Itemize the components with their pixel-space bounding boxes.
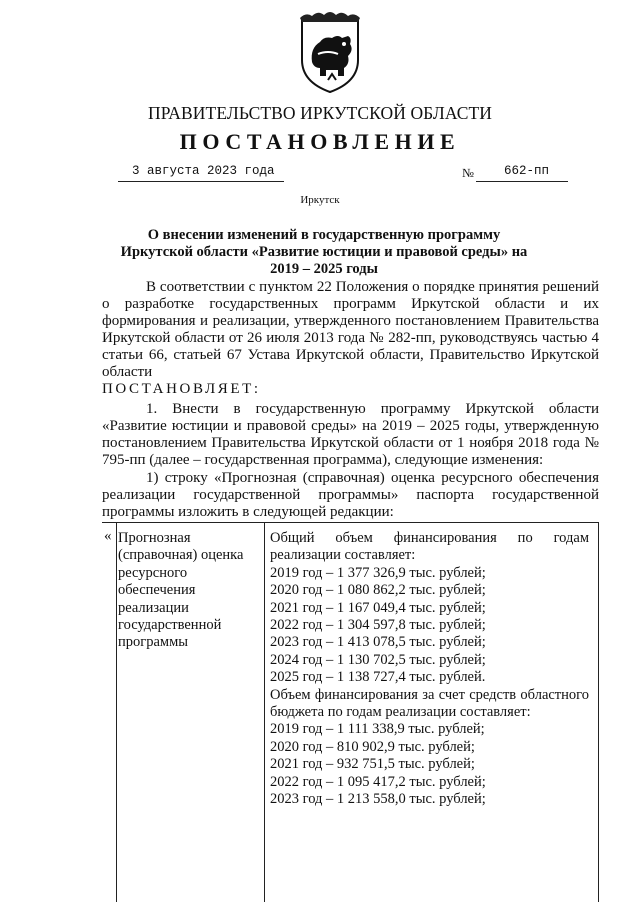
document-number: 662-пп <box>504 164 550 178</box>
government-title: ПРАВИТЕЛЬСТВО ИРКУТСКОЙ ОБЛАСТИ <box>147 103 493 123</box>
document-subject: О внесении изменений в государственную программу Иркутской области «Развитие юстиции и правовой среды» на 2019 – 2025 годы <box>120 227 528 277</box>
point-1-paragraph <box>102 401 599 469</box>
total-funding-line: 2023 год – 1 413 078,5 тыс. рублей; <box>270 634 486 651</box>
document-type: ПОСТАНОВЛЕНИЕ <box>179 129 461 154</box>
total-funding-intro: Общий объем финансирования по годам реализации составляет: <box>270 530 589 564</box>
preamble-text: В соответствии с пунктом 22 Положения о порядке принятия решений о разработке государственных программ Иркутской области и их формирования и реализации, утвержденного постановлением Правительства Иркутской области от 26 июля 2013 года № 282-пп, руководствуясь частью 4 статьи 66, статьей 67 Устава Иркутской области, Правительство Иркутской области <box>102 279 599 380</box>
subpoint-1-paragraph <box>102 470 599 521</box>
label-line: обеспечения <box>118 582 196 599</box>
label-line: (справочная) оценка <box>118 547 244 564</box>
decree-line <box>102 381 599 398</box>
subpoint-1-text: 1) строку «Прогнозная (справочная) оценка ресурсного обеспечения реализации государственной программы» паспорта государственной программы изложить в следующей редакции: <box>102 470 599 520</box>
table-right-border <box>598 522 599 902</box>
total-funding-line: 2019 год – 1 377 326,9 тыс. рублей; <box>270 564 486 581</box>
total-funding-line: 2020 год – 1 080 862,2 тыс. рублей; <box>270 582 486 599</box>
table-row-value <box>270 530 589 809</box>
regional-funding-line: 2021 год – 932 751,5 тыс. рублей; <box>270 756 475 773</box>
decree-text: ПОСТАНОВЛЯЕТ: <box>102 381 261 397</box>
total-funding-line: 2025 год – 1 138 727,4 тыс. рублей. <box>270 669 486 686</box>
regional-funding-line: 2023 год – 1 213 558,0 тыс. рублей; <box>270 791 486 808</box>
coat-of-arms-icon <box>298 10 362 94</box>
document-date: 3 августа 2023 года <box>132 164 275 178</box>
table-top-border <box>102 522 599 523</box>
city: Иркутск <box>300 194 340 206</box>
label-line: ресурсного <box>118 564 188 581</box>
total-funding-line: 2024 год – 1 130 702,5 тыс. рублей; <box>270 651 486 668</box>
date-underline <box>118 181 284 182</box>
regional-funding-line: 2019 год – 1 111 338,9 тыс. рублей; <box>270 721 485 738</box>
label-line: программы <box>118 634 188 651</box>
label-line: государственной <box>118 617 222 634</box>
table-row-label <box>118 530 258 652</box>
label-line: Прогнозная <box>118 530 191 546</box>
table-column-divider <box>264 522 265 902</box>
table-left-border <box>116 522 117 902</box>
regional-funding-line: 2022 год – 1 095 417,2 тыс. рублей; <box>270 773 486 790</box>
number-underline <box>476 181 568 182</box>
label-line: реализации <box>118 599 189 616</box>
regional-funding-intro: Объем финансирования за счет средств областного бюджета по годам реализации составляет: <box>270 686 589 721</box>
number-sign: № <box>462 166 474 180</box>
preamble-paragraph <box>102 279 599 381</box>
opening-quote: « <box>104 528 112 544</box>
point-1-text: 1. Внести в государственную программу Иркутской области «Развитие юстиции и правовой среды» на 2019 – 2025 годы, утвержденную постановлением Правительства Иркутской области от 1 ноября 2018 года № 795-пп (далее – государственная программа), следующие изменения: <box>102 401 599 468</box>
total-funding-line: 2021 год – 1 167 049,4 тыс. рублей; <box>270 599 486 616</box>
regional-funding-line: 2020 год – 810 902,9 тыс. рублей; <box>270 738 475 755</box>
total-funding-line: 2022 год – 1 304 597,8 тыс. рублей; <box>270 617 486 634</box>
